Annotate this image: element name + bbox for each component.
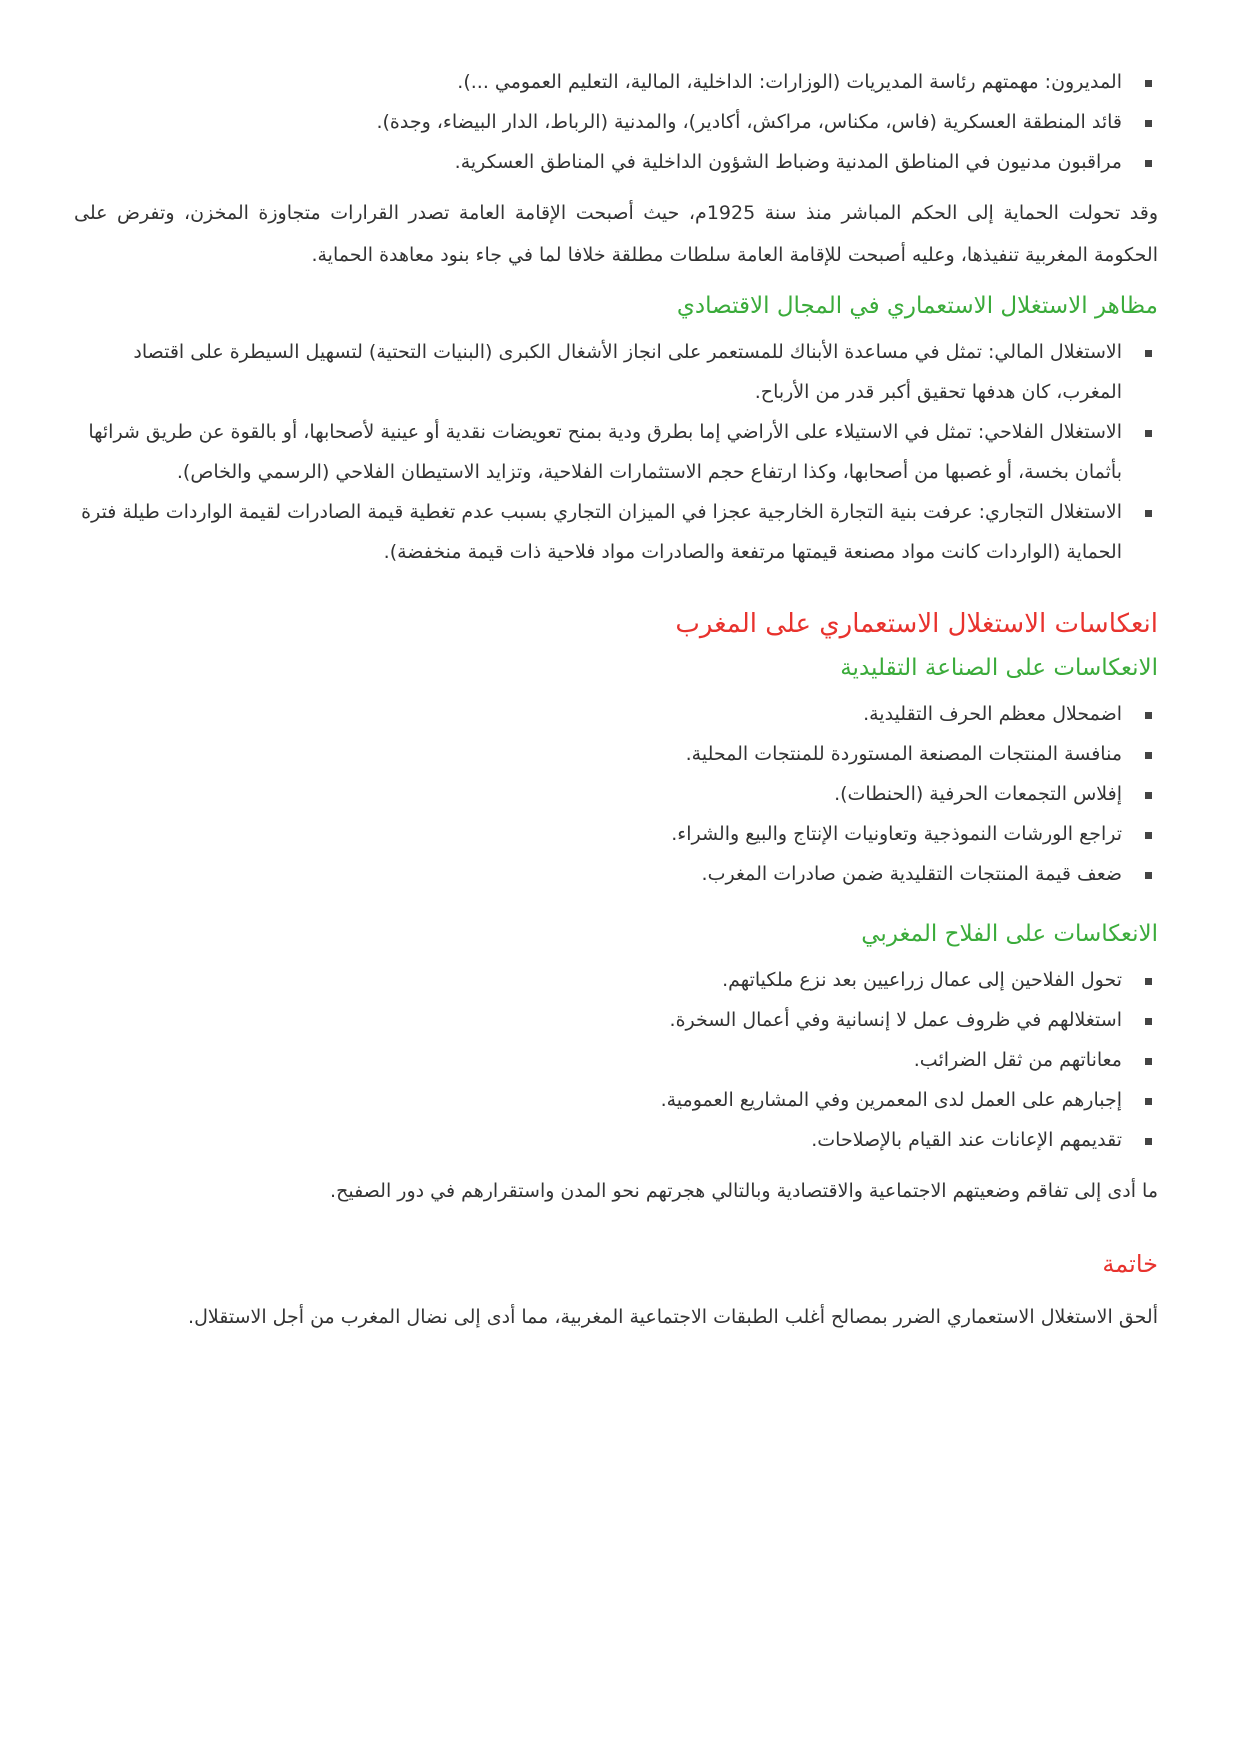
conclusion-paragraph: ألحق الاستغلال الاستعماري الضرر بمصالح أغلب الطبقات الاجتماعية المغربية، مما أدى إلى نضال المغرب من أجل الاستقلال. [188,1306,1158,1328]
square-bullet-icon [1145,80,1152,87]
economic-exploitation-heading: مظاهر الاستغلال الاستعماري في المجال الاقتصادي [676,293,1158,319]
crafts-list [74,694,1158,894]
list-item: تقديمهم الإعانات عند القيام بالإصلاحات. [74,1120,1122,1160]
square-bullet-icon [1145,1058,1152,1065]
list-item: ضعف قيمة المنتجات التقليدية ضمن صادرات المغرب. [74,854,1122,894]
list-item: الاستغلال المالي: تمثل في مساعدة الأبناك للمستعمر على انجاز الأشغال الكبرى (البنيات التحتية) لتسهيل السيطرة على اقتصاد المغرب، كان هدفها تحقيق أكبر قدر من الأرباح. [74,332,1122,412]
list-item: تراجع الورشات النموذجية وتعاونيات الإنتاج والبيع والشراء. [74,814,1122,854]
farmer-result-paragraph: ما أدى إلى تفاقم وضعيتهم الاجتماعية والاقتصادية وبالتالي هجرتهم نحو المدن واستقرارهم في دور الصفيح. [330,1180,1158,1202]
direct-rule-paragraph: وقد تحولت الحماية إلى الحكم المباشر منذ سنة 1925م، حيث أصبحت الإقامة العامة تصدر القرارات متجاوزة المخزن، وتفرض على الحكومة المغربية تنفيذها، وعليه أصبحت للإقامة العامة سلطات مطلقة خلافا لما في جاء بنود معاهدة الحماية. [74,202,1158,266]
list-item: الاستغلال الفلاحي: تمثل في الاستيلاء على الأراضي إما بطرق ودية بمنح تعويضات نقدية أو عينية لأصحابها، أو بالقوة عن طريق شرائها بأثمان بخسة، أو غصبها من أصحابها، وكذا ارتفاع حجم الاستثمارات الفلاحية، وتزايد الاستيطان الفلاحي (الرسمي والخاص). [74,412,1122,492]
list-item: قائد المنطقة العسكرية (فاس، مكناس، مراكش، أكادير)، والمدنية (الرباط، الدار البيضاء، وجدة). [74,102,1122,142]
farmer-list [74,960,1158,1160]
list-item: المديرون: مهمتهم رئاسة المديريات (الوزارات: الداخلية، المالية، التعليم العمومي ...). [74,62,1122,102]
square-bullet-icon [1145,978,1152,985]
square-bullet-icon [1145,832,1152,839]
list-item: الاستغلال التجاري: عرفت بنية التجارة الخارجية عجزا في الميزان التجاري بسبب عدم تغطية قيمة الصادرات لقيمة الواردات طيلة فترة الحماية (الواردات كانت مواد مصنعة قيمتها مرتفعة والصادرات مواد فلاحية ذات قيمة منخفضة). [74,492,1122,572]
square-bullet-icon [1145,752,1152,759]
list-item: اضمحلال معظم الحرف التقليدية. [74,694,1122,734]
square-bullet-icon [1145,430,1152,437]
square-bullet-icon [1145,872,1152,879]
square-bullet-icon [1145,1098,1152,1105]
repercussions-heading: انعكاسات الاستغلال الاستعماري على المغرب [675,609,1158,639]
square-bullet-icon [1145,712,1152,719]
farmer-heading: الانعكاسات على الفلاح المغربي [861,921,1158,947]
economic-exploitation-list [74,332,1158,572]
list-item: معاناتهم من ثقل الضرائب. [74,1040,1122,1080]
list-item: مراقبون مدنيون في المناطق المدنية وضباط الشؤون الداخلية في المناطق العسكرية. [74,142,1122,182]
list-item: تحول الفلاحين إلى عمال زراعيين بعد نزع ملكياتهم. [74,960,1122,1000]
square-bullet-icon [1145,510,1152,517]
square-bullet-icon [1145,1138,1152,1145]
conclusion-heading: خاتمة [1102,1250,1158,1278]
administrators-list [74,62,1158,182]
square-bullet-icon [1145,1018,1152,1025]
crafts-heading: الانعكاسات على الصناعة التقليدية [840,655,1158,681]
square-bullet-icon [1145,160,1152,167]
list-item: منافسة المنتجات المصنعة المستوردة للمنتجات المحلية. [74,734,1122,774]
list-item: إفلاس التجمعات الحرفية (الحنطات). [74,774,1122,814]
list-item: استغلالهم في ظروف عمل لا إنسانية وفي أعمال السخرة. [74,1000,1122,1040]
square-bullet-icon [1145,120,1152,127]
square-bullet-icon [1145,350,1152,357]
list-item: إجبارهم على العمل لدى المعمرين وفي المشاريع العمومية. [74,1080,1122,1120]
square-bullet-icon [1145,792,1152,799]
